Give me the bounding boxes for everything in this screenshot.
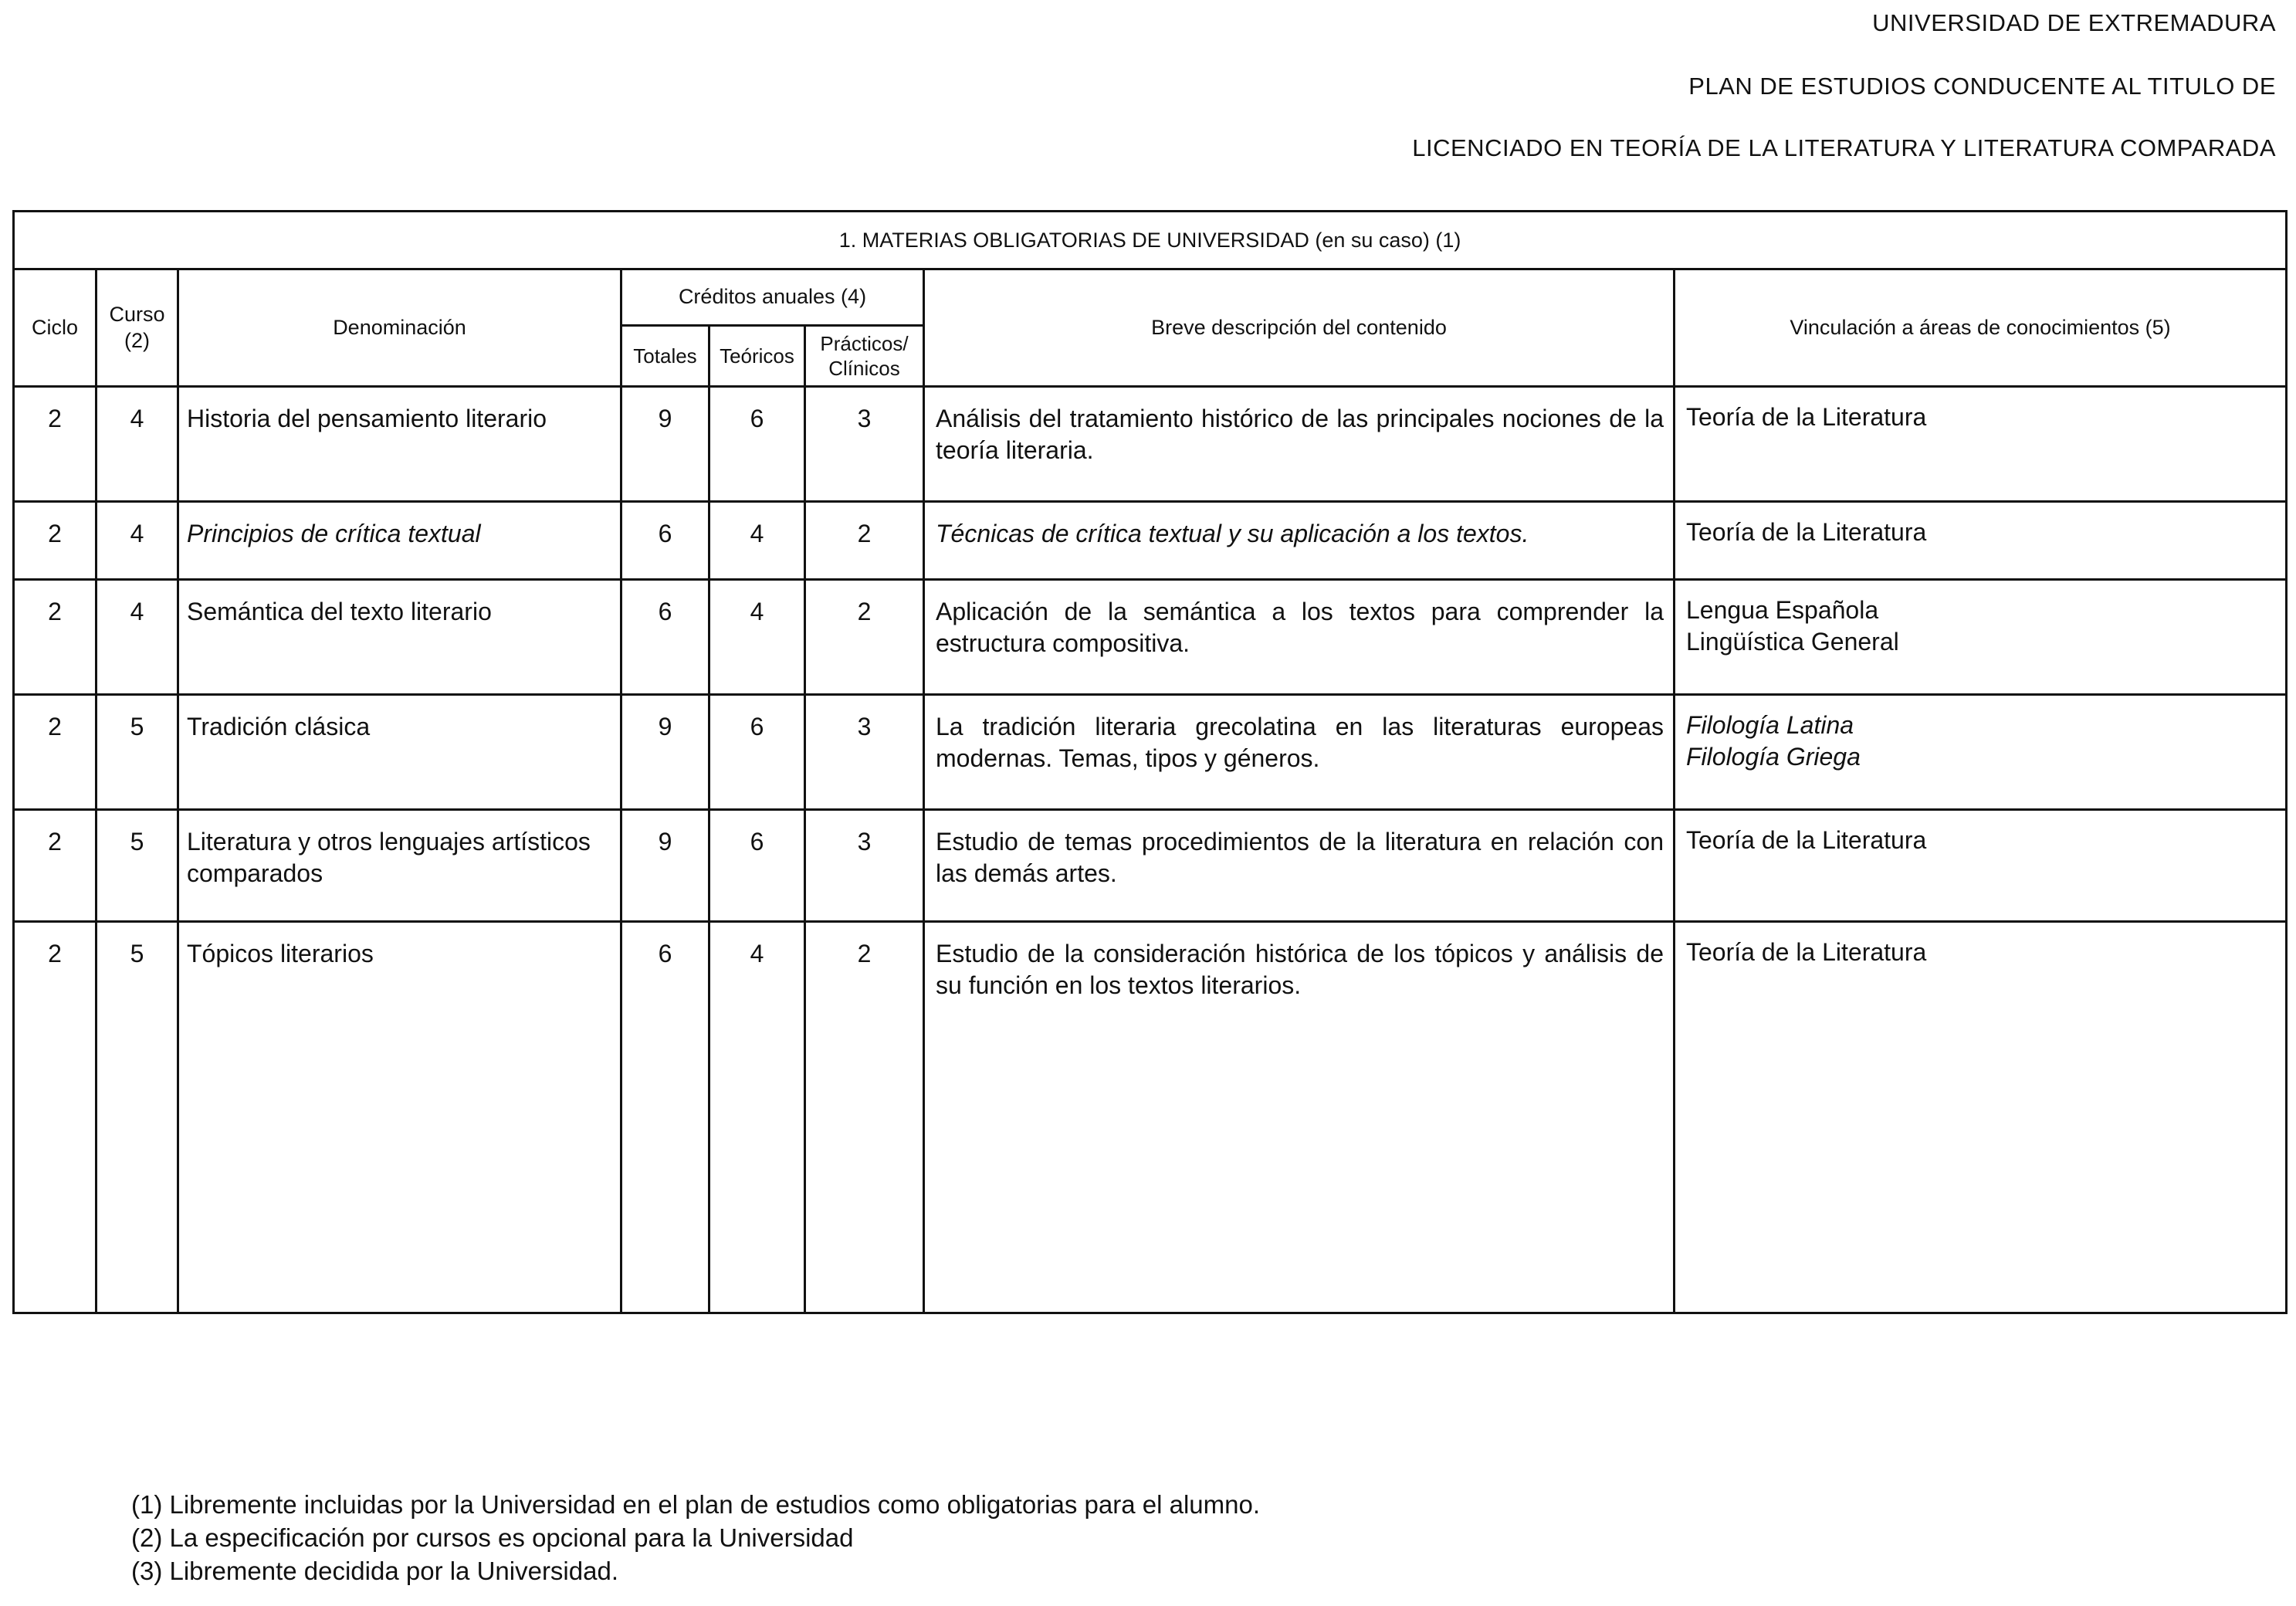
cell-curso: 4 — [97, 502, 178, 580]
cell-descripcion: Estudio de temas procedimientos de la literatura en relación con las demás artes. — [924, 810, 1675, 922]
cell-teoricos: 4 — [709, 580, 805, 695]
cell-teoricos: 4 — [709, 502, 805, 580]
cell-areas — [1675, 502, 2287, 580]
cell-areas — [1675, 580, 2287, 695]
cell-areas — [1675, 810, 2287, 922]
cell-descripcion: Estudio de la consideración histórica de los tópicos y análisis de su función en los textos literarios. — [924, 922, 1675, 1313]
table-row — [14, 502, 2287, 580]
table-row — [14, 695, 2287, 810]
cell-totales: 9 — [621, 695, 709, 810]
cell-denominacion: Tópicos literarios — [178, 922, 621, 1313]
table-row — [14, 810, 2287, 922]
col-header-curso: Curso (2) — [97, 269, 178, 387]
area-line: Teoría de la Literatura — [1686, 403, 1927, 431]
footnote-1: (1) Libremente incluidas por la Universidad en el plan de estudios como obligatorias para el alumno. — [131, 1490, 1260, 1519]
table-title: 1. MATERIAS OBLIGATORIAS DE UNIVERSIDAD (en su caso) (1) — [14, 212, 2287, 269]
cell-curso: 4 — [97, 387, 178, 502]
cell-practicos: 2 — [805, 502, 924, 580]
cell-practicos: 3 — [805, 810, 924, 922]
cell-totales: 6 — [621, 580, 709, 695]
cell-ciclo: 2 — [14, 695, 97, 810]
footnote-2: (2) La especificación por cursos es opcional para la Universidad — [131, 1523, 854, 1552]
cell-descripcion: Técnicas de crítica textual y su aplicación a los textos. — [924, 502, 1675, 580]
col-header-descripcion: Breve descripción del contenido — [924, 269, 1675, 387]
cell-teoricos: 6 — [709, 695, 805, 810]
header-degree: LICENCIADO EN TEORÍA DE LA LITERATURA Y LITERATURA COMPARADA — [1412, 134, 2276, 161]
table-row — [14, 387, 2287, 502]
table-row — [14, 580, 2287, 695]
cell-ciclo: 2 — [14, 922, 97, 1313]
cell-ciclo: 2 — [14, 387, 97, 502]
cell-curso: 5 — [97, 695, 178, 810]
cell-denominacion: Historia del pensamiento literario — [178, 387, 621, 502]
col-header-practicos: Prácticos/ Clínicos — [805, 326, 924, 387]
cell-curso: 5 — [97, 922, 178, 1313]
cell-denominacion: Tradición clásica — [178, 695, 621, 810]
cell-areas — [1675, 922, 2287, 1313]
cell-totales: 6 — [621, 922, 709, 1313]
cell-practicos: 3 — [805, 695, 924, 810]
cell-practicos: 2 — [805, 922, 924, 1313]
area-line: Teoría de la Literatura — [1686, 518, 1927, 546]
col-header-vinculacion: Vinculación a áreas de conocimientos (5) — [1675, 269, 2287, 387]
cell-practicos: 2 — [805, 580, 924, 695]
cell-ciclo: 2 — [14, 502, 97, 580]
cell-descripcion: La tradición literaria grecolatina en las literaturas europeas modernas. Temas, tipos y géneros. — [924, 695, 1675, 810]
area-line: Filología Latina — [1686, 711, 1854, 739]
cell-totales: 9 — [621, 387, 709, 502]
cell-curso: 4 — [97, 580, 178, 695]
table-row — [14, 922, 2287, 1313]
subjects-table — [12, 210, 2288, 1314]
col-header-ciclo: Ciclo — [14, 269, 97, 387]
area-line: Teoría de la Literatura — [1686, 938, 1927, 966]
cell-denominacion: Literatura y otros lenguajes artísticos comparados — [178, 810, 621, 922]
cell-ciclo: 2 — [14, 580, 97, 695]
cell-totales: 9 — [621, 810, 709, 922]
cell-descripcion: Aplicación de la semántica a los textos para comprender la estructura compositiva. — [924, 580, 1675, 695]
cell-denominacion: Principios de crítica textual — [178, 502, 621, 580]
cell-areas — [1675, 387, 2287, 502]
cell-curso: 5 — [97, 810, 178, 922]
cell-denominacion: Semántica del texto literario — [178, 580, 621, 695]
header-plan: PLAN DE ESTUDIOS CONDUCENTE AL TITULO DE — [1688, 73, 2276, 100]
cell-ciclo: 2 — [14, 810, 97, 922]
col-header-totales: Totales — [621, 326, 709, 387]
col-header-teoricos: Teóricos — [709, 326, 805, 387]
footnote-3: (3) Libremente decidida por la Universidad. — [131, 1557, 618, 1585]
cell-practicos: 3 — [805, 387, 924, 502]
cell-totales: 6 — [621, 502, 709, 580]
cell-teoricos: 6 — [709, 387, 805, 502]
col-header-denominacion: Denominación — [178, 269, 621, 387]
col-header-creditos: Créditos anuales (4) — [621, 269, 924, 326]
area-line: Lengua Española — [1686, 596, 1879, 624]
area-line: Teoría de la Literatura — [1686, 826, 1927, 854]
area-line: Lingüística General — [1686, 627, 1899, 656]
cell-areas — [1675, 695, 2287, 810]
cell-teoricos: 4 — [709, 922, 805, 1313]
header-university: UNIVERSIDAD DE EXTREMADURA — [1872, 9, 2276, 36]
area-line: Filología Griega — [1686, 742, 1861, 771]
cell-teoricos: 6 — [709, 810, 805, 922]
cell-descripcion: Análisis del tratamiento histórico de las principales nociones de la teoría literaria. — [924, 387, 1675, 502]
